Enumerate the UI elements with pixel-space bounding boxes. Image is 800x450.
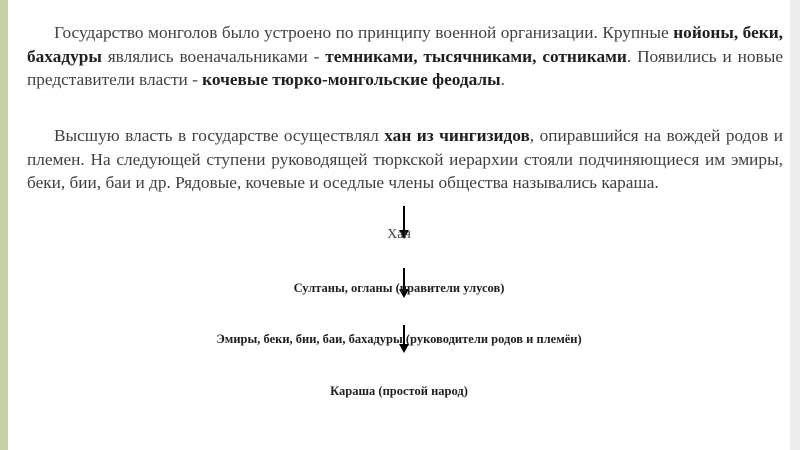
p1-text-1: Государство монголов было устроено по принципу военной организации. Крупные [54,23,674,42]
right-edge-strip [790,0,800,450]
hierarchy-level-khan: Хан [387,227,411,242]
hierarchy-level-karasha: Караша (простой народ) [330,384,468,398]
p2-text-1: Высшую власть в государстве осуществлял [54,126,385,145]
p1-bold-feudals: кочевые тюрко-монгольские феодалы [202,70,501,89]
left-accent-band [0,0,8,450]
p1-text-3: . Появились и новые представители власти - [27,46,783,89]
paragraph-supreme-power [27,124,783,195]
p2-bold-khan: хан из чингизидов [384,126,530,145]
hierarchy-level-sultans: Султаны, огланы (правители улусов) [293,281,505,295]
p1-bold-temniki: темниками, тысячниками, сотниками [325,46,627,66]
hierarchy-level-emirs: Эмиры, беки, бии, баи, бахадуры (руководители родов и племён) [216,332,582,346]
slide [8,0,790,450]
p1-text-4: . [500,70,505,89]
p2-text-2: , опиравшийся на вождей родов и племен. На следующей ступени руководящей тюркской иерархии стояли подчиняющиеся им эмиры, беки, бии, баи и др. Рядовые, кочевые и оседлые члены общества назывались караша. [27,126,784,192]
paragraph-military-organization [27,21,783,92]
p1-text-2: являлись военачальниками - [101,46,326,66]
p1-bold-noyons: нойоны, беки, бахадуры [27,23,783,66]
